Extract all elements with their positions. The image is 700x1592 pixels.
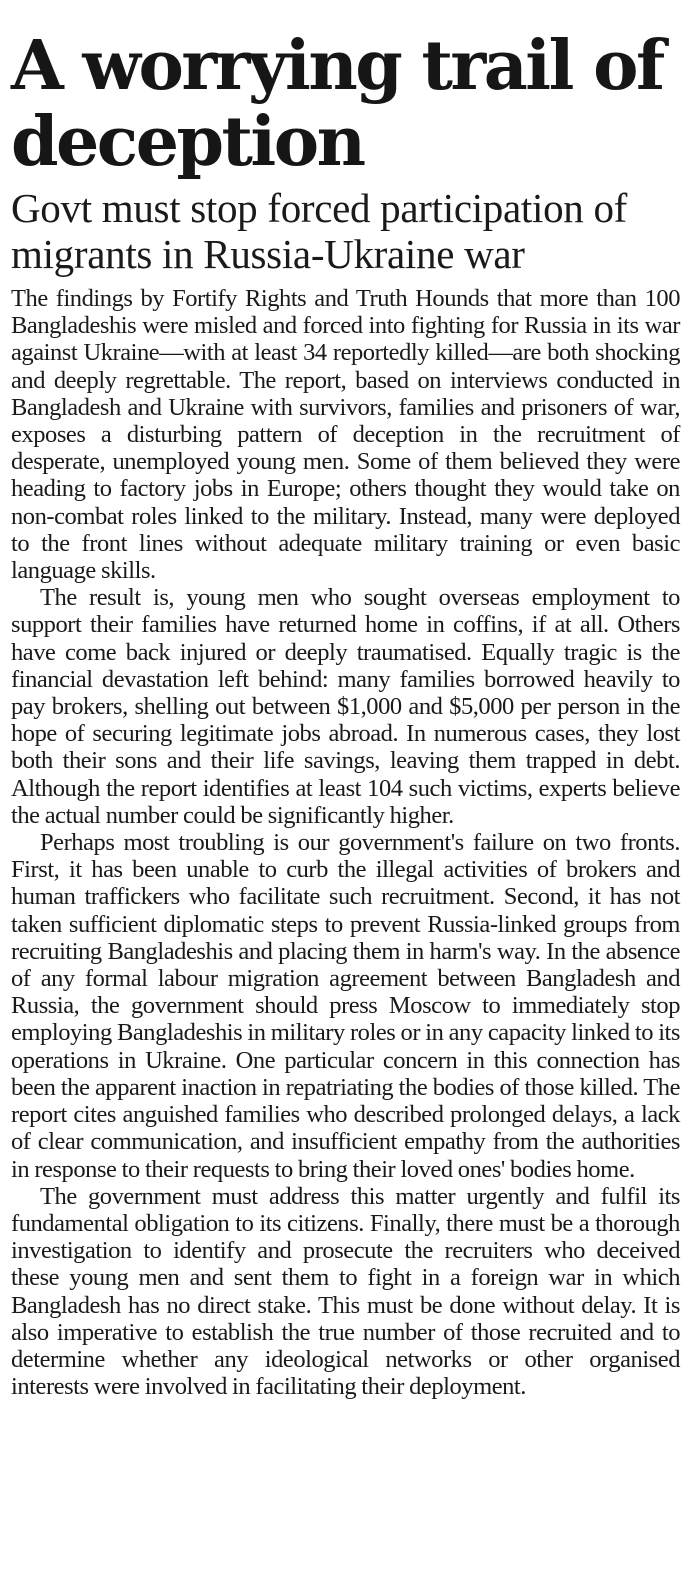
body-paragraph-4: The government must address this matter urgently and fulfil its fundamental obligation to its citizens. Finally, there must be a thorough investigation to identify and prosecute the recruiters who deceived these young men and sent them to fight in a foreign war in which Bangladesh has no direct stake. This must be done without delay. It is also imperative to establish the true number of those recruited and to determine whether any ideological networks or other organised interests were involved in facilitating their deployment. xyxy=(11,1182,680,1401)
body-paragraph-3: Perhaps most troubling is our government's failure on two fronts. First, it has been unable to curb the illegal activities of brokers and human traffickers who facilitate such recruitment. Second, it has not taken sufficient diplomatic steps to prevent Russia-linked groups from recruiting Bangladeshis and placing them in harm's way. In the absence of any formal labour migration agreement between Bangladesh and Russia, the government should press Moscow to immediately stop employing Bangladeshis in military roles or in any capacity linked to its operations in Ukraine. One particular concern in this connection has been the apparent inaction in repatriating the bodies of those killed. The report cites anguished families who described prolonged delays, a lack of clear communication, and insufficient empathy from the authorities in response to their requests to bring their loved ones' bodies home. xyxy=(11,829,680,1183)
body-paragraph-2: The result is, young men who sought overseas employment to support their families have returned home in coffins, if at all. Others have come back injured or deeply traumatised. Equally tragic is the financial devastation left behind: many families borrowed heavily to pay brokers, shelling out between $1,000 and $5,000 per person in the hope of securing legitimate jobs abroad. In numerous cases, they lost both their sons and their life savings, leaving them trapped in debt. Although the report identifies at least 104 such victims, experts believe the actual number could be significantly higher. xyxy=(11,584,680,829)
article-headline: A worrying trail of deception xyxy=(11,26,663,182)
article-subheadline: Govt must stop forced participation of migrants in Russia-Ukraine war xyxy=(11,185,627,277)
article-body xyxy=(11,285,680,1400)
body-paragraph-1: The findings by Fortify Rights and Truth Hounds that more than 100 Bangladeshis were misled and forced into fighting for Russia in its war against Ukraine—with at least 34 reportedly killed—are both shocking and deeply regrettable. The report, based on interviews conducted in Bangladesh and Ukraine with survivors, families and prisoners of war, exposes a disturbing pattern of deception in the recruitment of desperate, unemployed young men. Some of them believed they were heading to factory jobs in Europe; others thought they would take on non-combat roles linked to the military. Instead, many were deployed to the front lines without adequate military training or even basic language skills. xyxy=(11,285,680,585)
editorial-article xyxy=(11,0,680,1400)
